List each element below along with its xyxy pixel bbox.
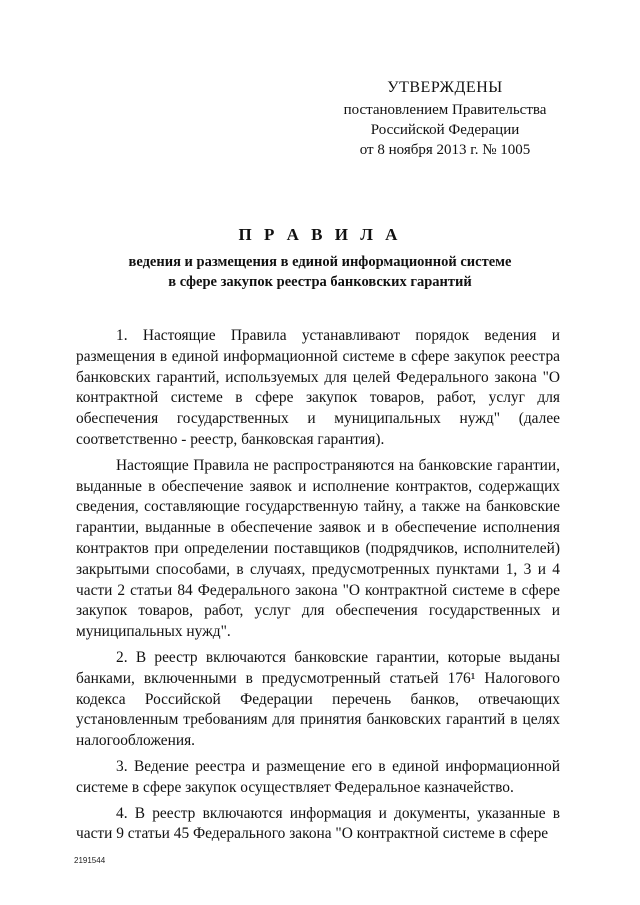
approval-stamp [330,78,560,160]
document-body [76,326,560,850]
paragraph: 4. В реестр включаются информация и документы, указанные в части 9 статьи 45 Федерального закона "О контрактной системе в сфере [76,804,560,843]
approval-line: Российской Федерации [370,122,520,138]
approval-line: постановлением Правительства [343,102,547,118]
subtitle-line: в сфере закупок реестра банковских гарантий [168,274,472,290]
paragraph: 1. Настоящие Правила устанавливают порядок ведения и размещения в единой информационной системе в сфере закупок реестра банковских гарантий, используемых для целей Федерального закона "О контрактной системе в сфере закупок товаров, работ, услуг для обеспечения государственных и муниципальных нужд" (далее соответственно - реестр, банковская гарантия). [76,327,560,448]
approval-line: от 8 ноября 2013 г. № 1005 [359,142,531,158]
paragraph: 3. Ведение реестра и размещение его в единой информационной системе в сфере закупок осуществляет Федеральное казначейство. [76,757,560,796]
document-title: П Р А В И Л А [238,225,402,244]
paragraph: Настоящие Правила не распространяются на банковские гарантии, выданные в обеспечение заявок и исполнение контрактов, содержащих сведения, составляющие государственную тайну, а также на банковские гарантии, выданные в обеспечение заявок и в обеспечение исполнения контрактов при определении поставщиков (подрядчиков, исполнителей) закрытыми способами, в случаях, предусмотренных пунктами 1, 3 и 4 части 2 статьи 84 Федерального закона "О контрактной системе в сфере закупок товаров, работ, услуг для обеспечения государственных и муниципальных нужд". [76,456,560,641]
document-subtitle [60,252,580,292]
paragraph: 2. В реестр включаются банковские гарантии, которые выданы банками, включенными в предусмотренный статьей 176¹ Налогового кодекса Российской Федерации перечень банков, отвечающих установленным требованиям для принятия банковских гарантий в целях налогообложения. [76,648,560,750]
approval-heading: УТВЕРЖДЕНЫ [387,79,503,96]
subtitle-line: ведения и размещения в единой информационной системе [128,254,512,270]
document-code: 2191544 [74,856,106,865]
